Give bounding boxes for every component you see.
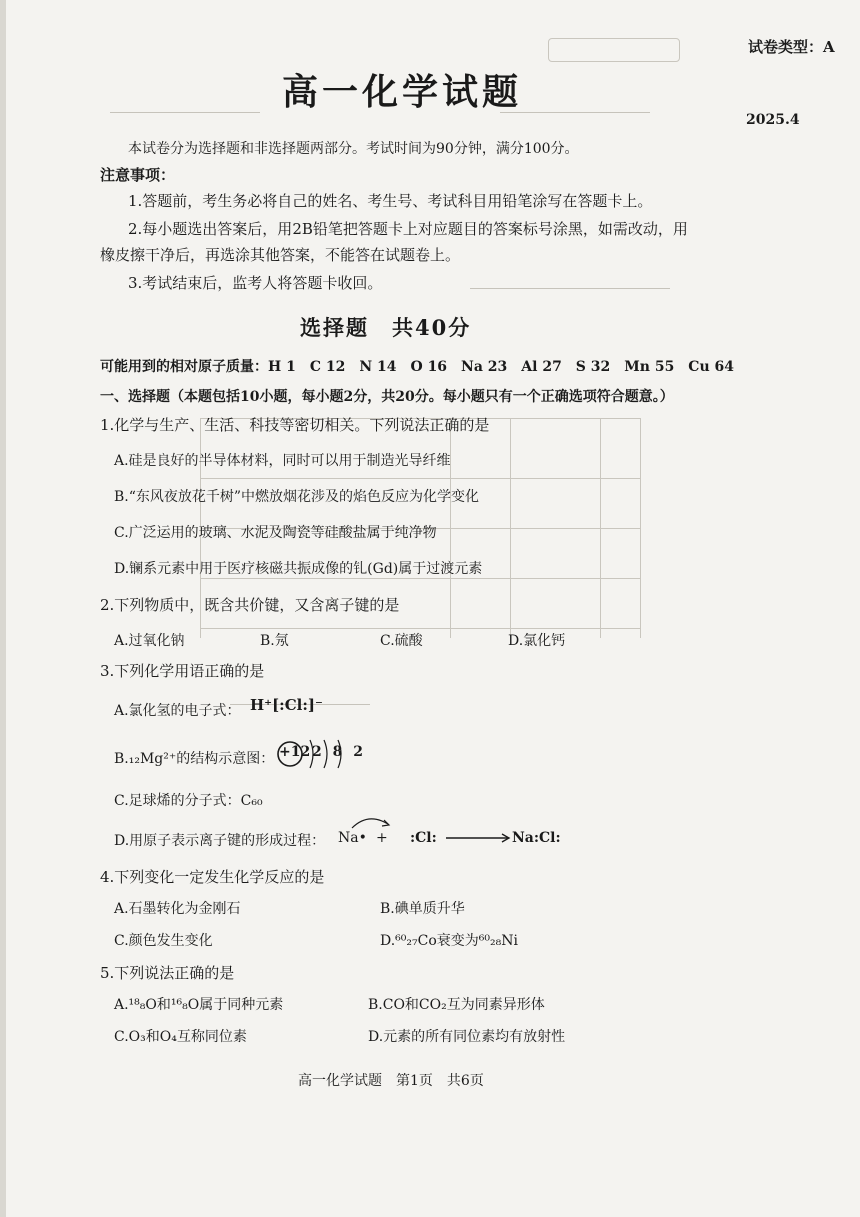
question-2-option-d: D.氯化钙 [508, 633, 566, 649]
notice-item-1: 1.答题前，考生务必将自己的姓名、考生号、考试科目用铅笔涂写在答题卡上。 [128, 192, 653, 210]
question-2-stem: 2.下列物质中，既含共价键，又含离子键的是 [100, 596, 400, 614]
question-4-option-a: A.石墨转化为金刚石 [114, 901, 241, 917]
question-2-option-b: B.氖 [260, 633, 289, 649]
part1-heading: 一、选择题（本题包括10小题，每小题2分，共20分。每小题只有一个正确选项符合题意。） [100, 389, 674, 405]
question-3-option-a-label: A.氯化氢的电子式： [114, 703, 241, 719]
question-5-option-b: B.CO和CO₂互为同素异形体 [368, 997, 545, 1013]
sodium-atom: Na• [338, 830, 367, 846]
intro-text: 本试卷分为选择题和非选择题两部分。考试时间为90分钟，满分100分。 [128, 141, 579, 157]
mg-nucleus-charge: +12 [279, 744, 311, 760]
notice-item-2: 2.每小题选出答案后，用2B铅笔把答题卡上对应题目的答案标号涂黑，如需改动，用 [128, 220, 688, 238]
curved-arrow-icon [348, 812, 518, 848]
question-3-option-c: C.足球烯的分子式：C₆₀ [114, 793, 263, 809]
question-1-stem: 1.化学与生产、生活、科技等密切相关。下列说法正确的是 [100, 416, 490, 434]
question-5-option-c: C.O₃和O₄互称同位素 [114, 1029, 247, 1045]
paper-type-label: 试卷类型：A [748, 38, 835, 56]
question-1-option-c: C.广泛运用的玻璃、水泥及陶瓷等硅酸盐属于纯净物 [114, 525, 437, 541]
question-2-option-c: C.硫酸 [380, 633, 423, 649]
bleed-through-line [470, 288, 670, 289]
question-5-option-d: D.元素的所有同位素均有放射性 [368, 1029, 566, 1045]
sodium-chloride-product: Na:Cl: [512, 830, 561, 846]
question-4-stem: 4.下列变化一定发生化学反应的是 [100, 868, 325, 886]
hcl-electron-formula: H⁺[:Cl:]⁻ [250, 696, 323, 714]
question-3-option-b-label: B.₁₂Mg²⁺的结构示意图： [114, 751, 275, 767]
question-5-stem: 5.下列说法正确的是 [100, 964, 235, 982]
bleed-through-line [500, 112, 650, 113]
question-1-option-d: D.镧系元素中用于医疗核磁共振成像的钆(Gd)属于过渡元素 [114, 561, 483, 577]
bleed-through-line [110, 112, 260, 113]
question-3-stem: 3.下列化学用语正确的是 [100, 662, 265, 680]
question-1-option-a: A.硅是良好的半导体材料，同时可以用于制造光导纤维 [114, 453, 451, 469]
electron-transfer-arrows [348, 812, 518, 848]
question-4-option-b: B.碘单质升华 [380, 901, 465, 917]
notice-heading: 注意事项： [100, 166, 176, 184]
exam-date: 2025.4 [746, 112, 800, 128]
page-footer: 高一化学试题 第1页 共6页 [298, 1073, 484, 1089]
question-3-option-d-label: D.用原子表示离子键的形成过程： [114, 833, 326, 849]
notice-item-3: 3.考试结束后，监考人将答题卡收回。 [128, 274, 383, 292]
question-5-option-a: A.¹⁸₈O和¹⁶₈O属于同种元素 [114, 997, 284, 1013]
question-1-option-b: B.“东风夜放花千树”中燃放烟花涉及的焰色反应为化学变化 [114, 489, 480, 505]
page-title: 高一化学试题 [282, 71, 523, 113]
bleed-through-stamp [548, 38, 680, 62]
chlorine-atom: :Cl: [410, 830, 437, 846]
scan-edge [0, 0, 6, 1217]
question-2-option-a: A.过氧化钠 [114, 633, 185, 649]
notice-item-2-cont: 橡皮擦干净后，再选涂其他答案，不能答在试题卷上。 [100, 246, 461, 264]
question-4-option-d: D.⁶⁰₂₇Co衰变为⁶⁰₂₈Ni [380, 933, 518, 949]
mg-electron-shells: 2 8 2 [312, 744, 366, 760]
plus-sign: + [376, 830, 388, 846]
question-4-option-c: C.颜色发生变化 [114, 933, 213, 949]
atomic-masses: 可能用到的相对原子质量：H 1 C 12 N 14 O 16 Na 23 Al 27 S 32 Mn 55 Cu 64 [100, 359, 734, 375]
section-title: 选择题 共40分 [300, 315, 472, 340]
